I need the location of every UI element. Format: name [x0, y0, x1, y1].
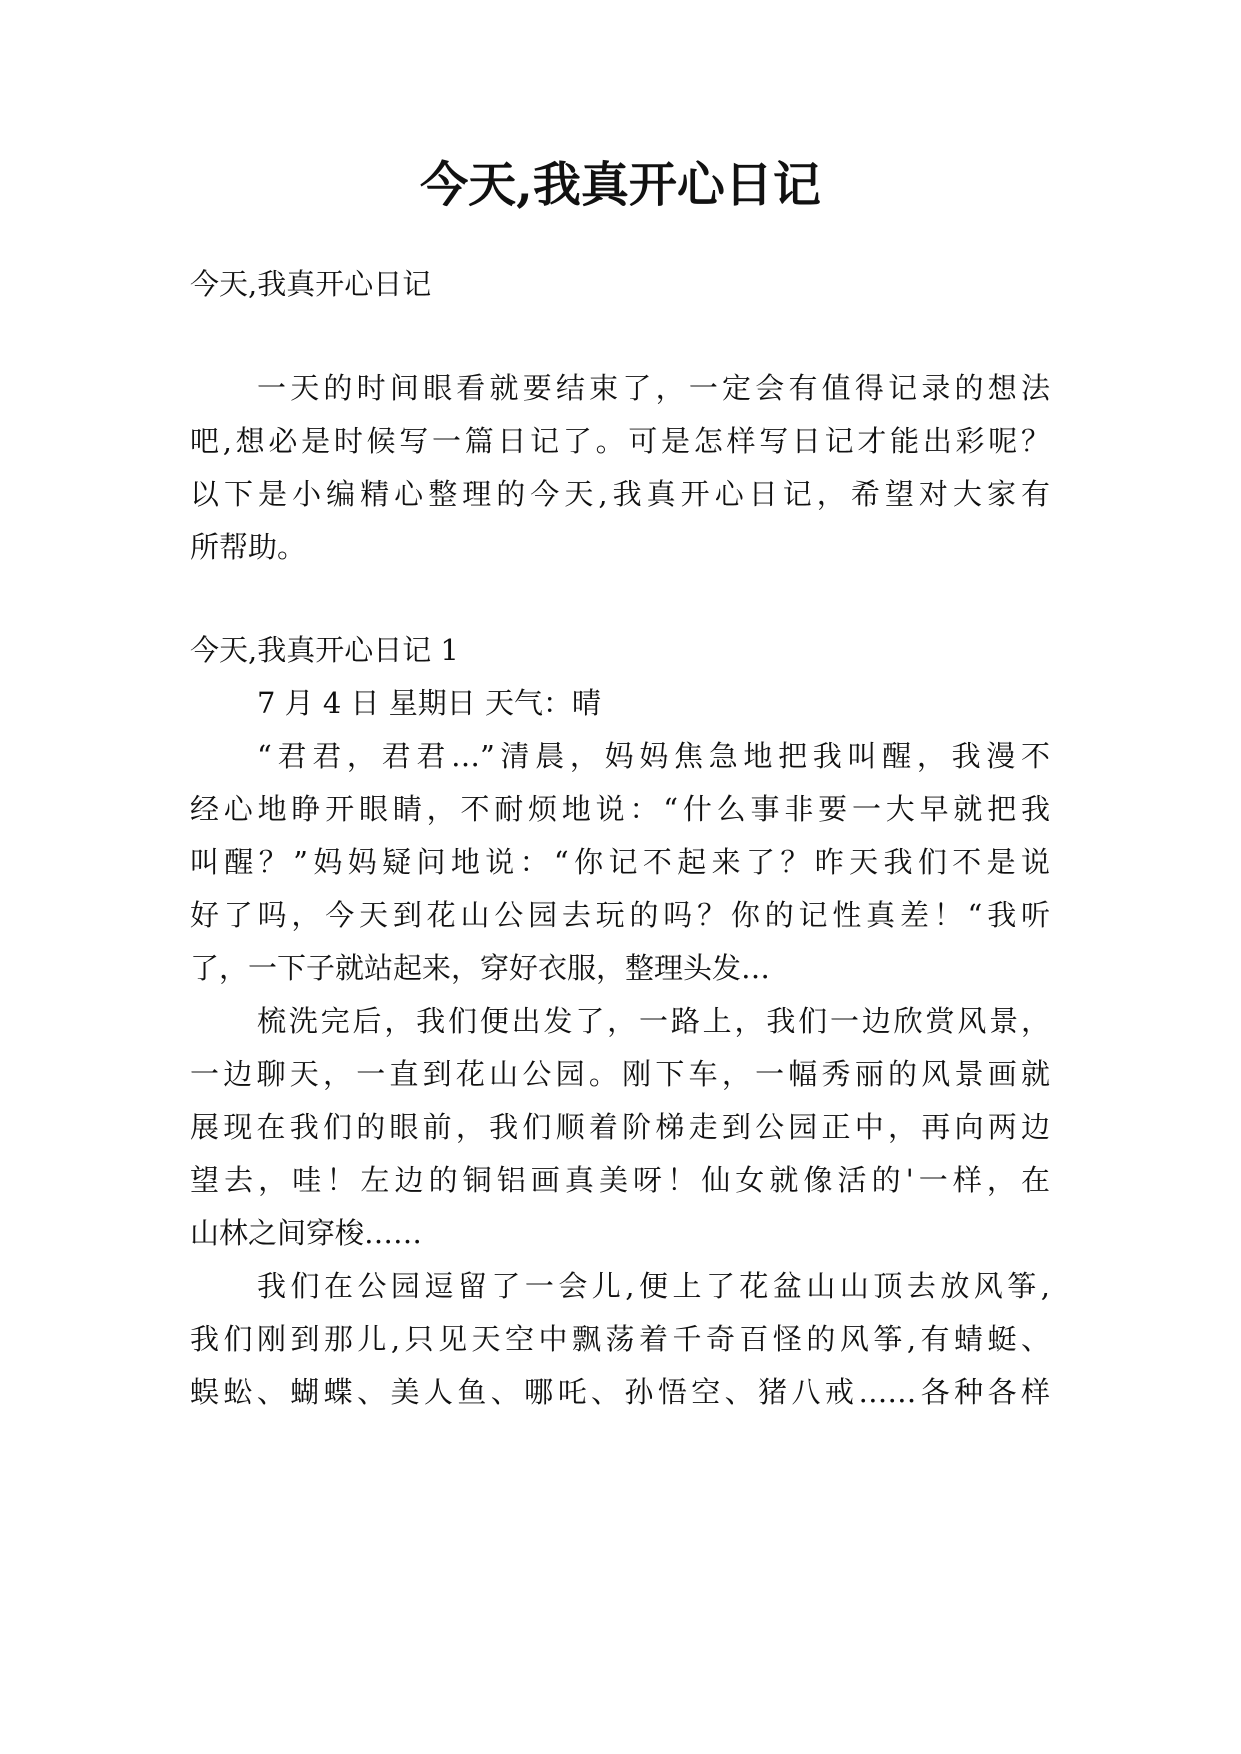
paragraph-line: 经心地睁开眼睛，不耐烦地说：“什么事非要一大早就把我	[190, 792, 1050, 826]
paragraph-line: 了，一下子就站起来，穿好衣服，整理头发…	[190, 951, 771, 985]
paragraph-line: 展现在我们的眼前，我们顺着阶梯走到公园正中，再向两边	[190, 1110, 1050, 1144]
document-subtitle: 今天,我真开心日记	[190, 267, 432, 301]
paragraph-line: “君君，君君…”清晨，妈妈焦急地把我叫醒，我漫不	[257, 739, 1050, 773]
intro-line: 所帮助。	[190, 530, 307, 564]
paragraph-line: 梳洗完后，我们便出发了，一路上，我们一边欣赏风景，	[257, 1004, 1050, 1038]
document-title: 今天,我真开心日记	[420, 157, 821, 213]
intro-line: 吧,想必是时候写一篇日记了。可是怎样写日记才能出彩呢？	[190, 424, 1050, 458]
paragraph-line: 好了吗，今天到花山公园去玩的吗？你的记性真差！“我听	[190, 898, 1050, 932]
paragraph-line: 我们刚到那儿,只见天空中飘荡着千奇百怪的风筝,有蜻蜓、	[190, 1322, 1050, 1356]
paragraph-line: 叫醒？”妈妈疑问地说：“你记不起来了？昨天我们不是说	[190, 845, 1050, 879]
paragraph-line: 我们在公园逗留了一会儿,便上了花盆山山顶去放风筝,	[257, 1269, 1050, 1303]
intro-line: 以下是小编精心整理的今天,我真开心日记，希望对大家有	[190, 477, 1050, 511]
entry-heading: 今天,我真开心日记 1	[190, 633, 459, 667]
entry-date-line: 7 月 4 日 星期日 天气：晴	[257, 686, 601, 720]
paragraph-line: 一边聊天，一直到花山公园。刚下车，一幅秀丽的风景画就	[190, 1057, 1050, 1091]
paragraph-line: 蜈蚣、蝴蝶、美人鱼、哪吒、孙悟空、猪八戒……各种各样	[190, 1375, 1050, 1409]
paragraph-line: 望去，哇！左边的铜铝画真美呀！仙女就像活的'一样，在	[190, 1163, 1050, 1197]
intro-line: 一天的时间眼看就要结束了，一定会有值得记录的想法	[257, 371, 1050, 405]
paragraph-line: 山林之间穿梭……	[190, 1216, 423, 1250]
